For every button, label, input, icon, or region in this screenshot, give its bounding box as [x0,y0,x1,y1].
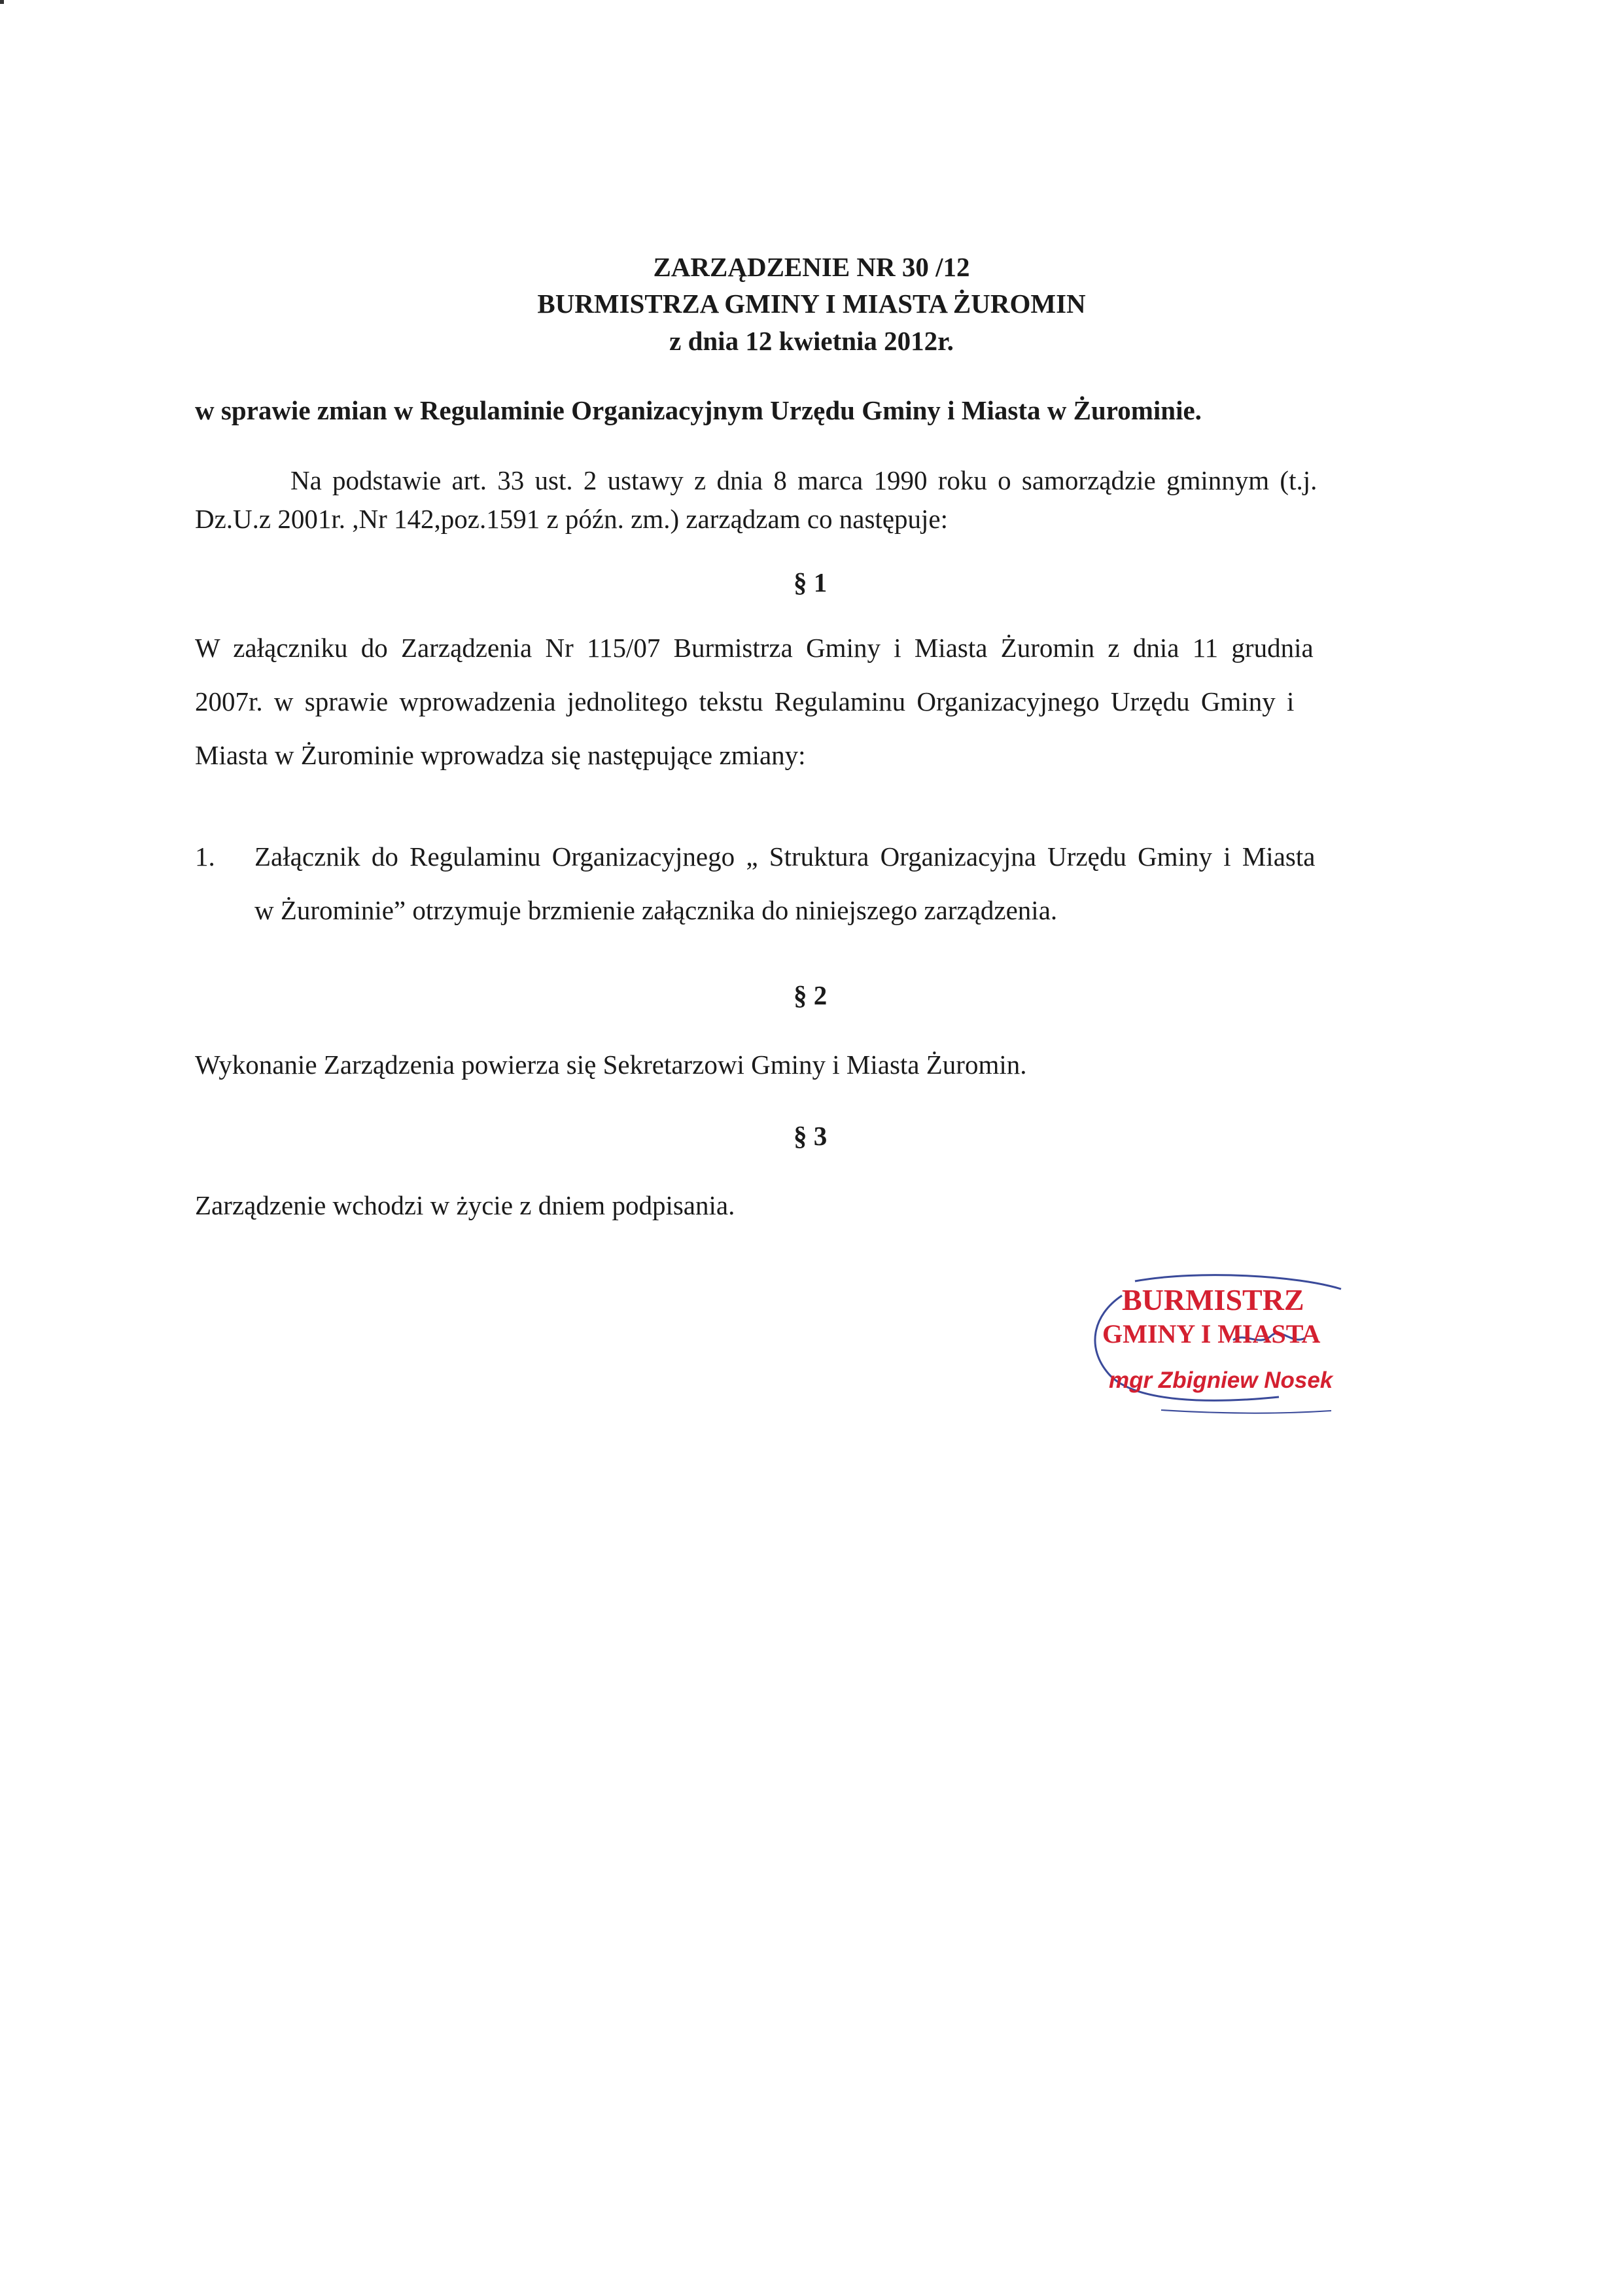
section-1-line-2: 2007r. w sprawie wprowadzenia jednolitego tekstu Regulaminu Organizacyjnego Urzędu Gminy i [195,686,1295,716]
section-2-line-1: Wykonanie Zarządzenia powierza się Sekretarzowi Gminy i Miasta Żuromin. [195,1050,1027,1080]
section-1-line-1: W załączniku do Zarządzenia Nr 115/07 Burmistrza Gminy i Miasta Żuromin z dnia 11 grudnia [195,633,1314,663]
list-item-line-1: Załącznik do Regulaminu Organizacyjnego „ Struktura Organizacyjna Urzędu Gminy i Miasta [254,841,1316,872]
preamble-line-1-text: Na podstawie art. 33 ust. 2 ustawy z dnia 8 marca 1990 roku o samorządzie gminnym (t.j. [290,465,1318,495]
section-3-line-1: Zarządzenie wchodzi w życie z dniem podpisania. [195,1190,735,1220]
list-item-number: 1. [195,841,215,872]
stamp-signatory-name: mgr Zbigniew Nosek [1109,1368,1333,1393]
section-1-line-3: Miasta w Żurominie wprowadza się następujące zmiany: [195,740,806,770]
section-mark-2: § 2 [794,980,828,1010]
preamble-line-2: Dz.U.z 2001r. ,Nr 142,poz.1591 z późn. zm.) zarządzam co następuje: [195,504,949,534]
stamp-line-1: BURMISTRZ [1122,1283,1304,1316]
scan-corner-mark [0,0,4,4]
document-subject: w sprawie zmian w Regulaminie Organizacyjnym Urzędu Gminy i Miasta w Żurominie. [195,395,1202,425]
section-mark-3: § 3 [794,1121,828,1151]
document-authority: BURMISTRZA GMINY I MIASTA ŻUROMIN [537,289,1086,319]
official-stamp [1083,1269,1357,1433]
document-date: z dnia 12 kwietnia 2012r. [669,326,954,356]
preamble-line-1 [290,465,1435,496]
document-title: ZARZĄDZENIE NR 30 /12 [653,252,970,282]
list-item-line-2: w Żurominie” otrzymuje brzmienie załącznika do niniejszego zarządzenia. [254,895,1058,925]
section-mark-1: § 1 [794,567,828,597]
stamp-line-2: GMINY I MIASTA [1102,1319,1321,1349]
